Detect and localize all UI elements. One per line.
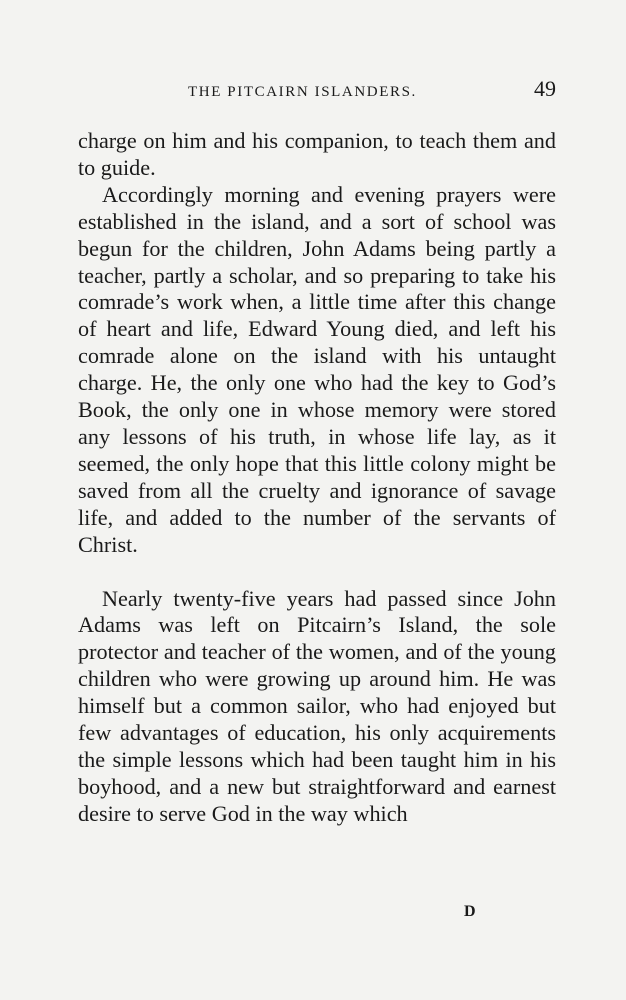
signature-mark: D <box>464 903 476 920</box>
running-title: THE PITCAIRN ISLANDERS. <box>188 84 417 100</box>
body-text <box>78 128 556 828</box>
page-number: 49 <box>534 76 556 101</box>
running-head <box>78 76 556 106</box>
paragraph-2: Accordingly morning and evening prayers were established in the island, and a sort of school was begun for the children, John Adams being partly a teacher, partly a scholar, and so preparing to take his comrade’s work when, a little time after this change of heart and life, Edward Young died, and left his comrade alone on the island with his untaught charge. He, the only one who had the key to God’s Book, the only one in whose memory were stored any lessons of his truth, in whose life lay, as it seemed, the only hope that this little colony might be saved from all the cruelty and ignorance of savage life, and added to the number of the servants of Christ. <box>78 181 556 557</box>
paragraph-3: Nearly twenty-five years had passed since John Adams was left on Pitcairn’s Island, the sole protector and teacher of the women, and of the young children who were growing up around him. He was himself but a common sailor, who had enjoyed but few advantages of education, his only acquirements the simple lessons which had been taught him in his boyhood, and a new but straightforward and earnest desire to serve God in the way which <box>78 585 556 826</box>
paragraph-1: charge on him and his companion, to teach them and to guide. <box>78 128 556 180</box>
